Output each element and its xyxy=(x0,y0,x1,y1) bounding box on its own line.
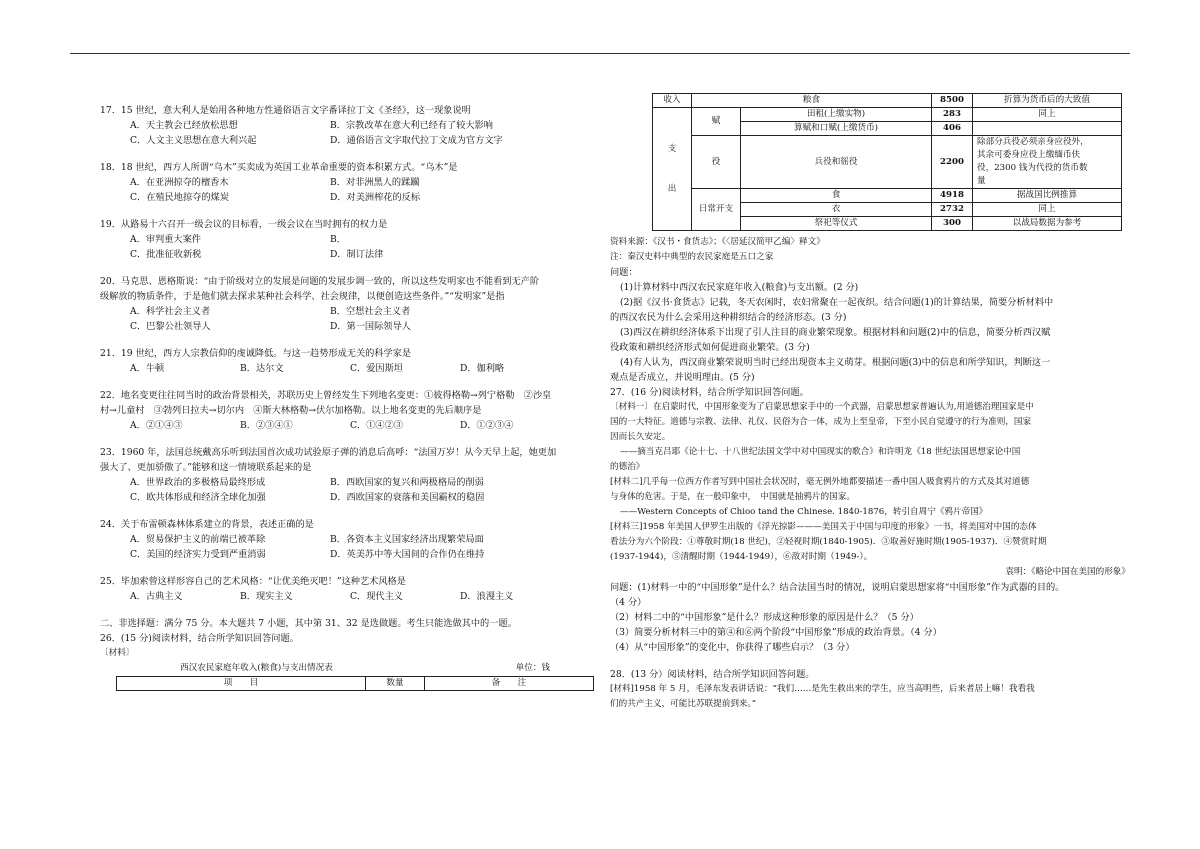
material-1: 〔材料一〕在启蒙时代，中国形象变为了启蒙思想家手中的一个武器，启蒙思想家普遍认为,用道德治理国家是中 xyxy=(610,402,1034,412)
cell-cloth: 衣 xyxy=(741,203,932,217)
cell-tianzu-note: 同上 xyxy=(973,108,1122,122)
option-b: B．达尔文 xyxy=(240,363,284,374)
option-a: A．贸易保护主义的前端已被革除 xyxy=(130,534,266,545)
header-rule xyxy=(70,53,1130,54)
q26-part3-cont: 役政策和耕织经济形式如何促进商业繁荣。(3 分) xyxy=(610,342,810,353)
cell-bingyi: 兵役和徭役 xyxy=(741,136,932,189)
cell-grain-qty: 8500 xyxy=(932,94,973,108)
cell-chu: 出 xyxy=(667,184,677,194)
question-stem: 19．从路易十六召开一级会议的目标看，一级会议在当时拥有的权力是 xyxy=(100,219,388,230)
cell-tianzu: 田租(上缴实物) xyxy=(741,108,932,122)
left-column xyxy=(100,103,590,691)
income-expense-table xyxy=(652,93,1122,231)
cell-yi: 役 xyxy=(692,136,741,189)
material-1-end: 因而长久安定。 xyxy=(610,432,671,442)
option-b: B．②③④① xyxy=(240,420,293,431)
q27-part4: （4）从“中国形象”的变化中，你获得了哪些启示？（3 分） xyxy=(610,642,855,653)
right-column xyxy=(610,93,1130,712)
q26-part2: (2)据《汉书·食货志》记载，冬天农闲时，农妇常聚在一起夜织。结合问题(1)的计算结果，简要分析材料中 xyxy=(620,297,1054,308)
question-19 xyxy=(100,217,590,262)
cell-ritual-note: 以战局数据为参考 xyxy=(973,217,1122,231)
option-a: A．古典主义 xyxy=(130,591,183,602)
option-a: A．天主教会已经放松思想 xyxy=(130,120,238,131)
option-b: B．空想社会主义者 xyxy=(330,306,411,317)
question-23 xyxy=(100,445,590,505)
option-c: C．巴黎公社领导人 xyxy=(130,321,211,332)
cell-bingyi-note-2: 其余可委身应役上缴缅币伕 xyxy=(977,150,1081,160)
income-table-header xyxy=(116,676,594,691)
option-d: D．制订法律 xyxy=(330,249,384,260)
cell-ritual-qty: 300 xyxy=(932,217,973,231)
option-d: D．第一国际领导人 xyxy=(330,321,411,332)
question-stem: 24．关于布雷顿森林体系建立的背景，表述正确的是 xyxy=(100,519,314,530)
question-20 xyxy=(100,274,590,334)
option-a: A．审判重大案件 xyxy=(130,234,201,245)
option-b: B．各资本主义国家经济出现繁荣局面 xyxy=(330,534,484,545)
section-heading: 二、非选择题：满分 75 分。本大题共 7 小题，其中第 31、32 是选做题。考生只能选做其中的一题。 xyxy=(100,618,517,629)
question-21 xyxy=(100,346,590,376)
material-2-cont: 与身体的危害。于是，在一般印象中， 中国就是抽鸦片的国家。 xyxy=(610,492,855,502)
option-c: C．美国的经济实力受到严重消弱 xyxy=(130,549,266,560)
q26-part3: (3)西汉在耕织经济体系下出现了引人注目的商业繁荣现象。根据材料和问题(2)中的信息，简要分析西汉赋 xyxy=(620,327,1051,338)
cell-income: 收入 xyxy=(653,94,692,108)
question-27-stem: 27．(16 分)阅读材料，结合所学知识回答问题。 xyxy=(610,387,809,398)
cell-ritual: 祭祀等仪式 xyxy=(741,217,932,231)
question-stem-cont: 级解放的物质条件，于是他们就去探求某种社会科学、社会规律，以便创造这些条件。”“发明家”是指 xyxy=(100,291,505,302)
material-3-source: 袁明：《略论中国在美国的形象》 xyxy=(1005,567,1130,577)
material-28: [材料]1958 年 5 月，毛泽东发表讲话说：“我们……是先生救出来的学生，应当高明些，后来者居上嘛！我看我 xyxy=(610,684,1035,694)
q27-part1-cont: （4 分） xyxy=(610,597,647,608)
question-stem-cont: 强大了、更加骄傲了。”能够和这一情境联系起来的是 xyxy=(100,462,312,473)
option-b: B．现实主义 xyxy=(240,591,293,602)
question-26-stem: 26．(15 分)阅读材料，结合所学知识回答问题。 xyxy=(100,633,299,644)
table-note: 注：秦汉史料中典型的农民家庭是五口之家 xyxy=(610,252,774,262)
option-c: C．爱因斯坦 xyxy=(350,363,403,374)
table-title: 西汉农民家庭年收入(粮食)与支出情况表 xyxy=(180,663,333,673)
question-17 xyxy=(100,103,590,148)
q26-part4: (4)有人认为，西汉商业繁荣说明当时已经出现资本主义萌芽。根据问题(3)中的信息和所学知识，判断这一 xyxy=(620,357,1051,368)
option-a: A．科学社会主义者 xyxy=(130,306,211,317)
q27-part3: （3）简要分析材料三中的第④和⑥两个阶段“中国形象”形成的政治背景。（4 分） xyxy=(610,627,942,638)
cell-suanfu: 算赋和口赋(上缴货币) xyxy=(741,122,932,136)
option-b: B．宗教改革在意大利已经有了较大影响 xyxy=(330,120,493,131)
th-item: 项 目 xyxy=(117,677,366,691)
cell-food-qty: 4918 xyxy=(932,189,973,203)
cell-bingyi-note-1: 除部分兵役必须亲身应役外， xyxy=(977,137,1089,147)
option-c: C．批准征收新税 xyxy=(130,249,202,260)
th-qty: 数量 xyxy=(366,677,425,691)
cell-zhi: 支 xyxy=(667,144,677,154)
cell-food: 食 xyxy=(741,189,932,203)
question-18 xyxy=(100,160,590,205)
option-a: A．牛顿 xyxy=(130,363,165,374)
question-stem: 23．1960 年，法国总统戴高乐听到法国首次成功试验原子弹的消息后高呼：“法国万岁！从今天早上起，她更加 xyxy=(100,447,557,458)
th-note: 备 注 xyxy=(425,677,594,691)
material-label: 〔材料〕 xyxy=(100,648,135,658)
cell-bingyi-qty: 2200 xyxy=(932,136,973,189)
option-c: C．①④②③ xyxy=(350,420,403,431)
question-22 xyxy=(100,388,590,433)
cell-food-note: 据战国比例推算 xyxy=(973,189,1122,203)
option-a: A．②①④③ xyxy=(130,420,183,431)
question-stem: 17．15 世纪，意大利人是始用各种地方性通俗语言文字番译拉丁文《圣经》，这一现象说明 xyxy=(100,105,471,116)
option-c: C．在殖民地掠夺的煤炭 xyxy=(130,192,229,203)
material-1-source-cont: 的德治》 xyxy=(610,462,645,472)
question-stem: 25．毕加索曾这样形容自己的艺术风格：“让优美绝灭吧！”这种艺术风格是 xyxy=(100,576,406,587)
material-3: [材料三]1958 年美国人伊罗生出版的《浮光掠影———美国关于中国与印度的形象》一书，将美国对中国的态体 xyxy=(610,522,1037,532)
cell-daily: 日常开支 xyxy=(692,189,741,231)
material-3-cont: 看法分为六个阶段：①尊敬时期(18 世纪)，②轻视时期(1840-1905)．③取善好施时期(1905-1937)．④赞赏时期 xyxy=(610,537,1047,547)
q27-part1: 问题：(1)材料一中的“中国形象”是什么？结合法国当时的情况，说明启蒙思想家将“中国形象”作为武器的目的。 xyxy=(610,582,1065,593)
cell-bingyi-note-3: 役，2300 钱为代役的货币数 xyxy=(977,163,1088,173)
q26-part2-cont: 的西汉农民为什么会采用这种耕织结合的经济形态。(3 分) xyxy=(610,312,847,323)
q26-part4-cont: 观点是否成立，并说明理由。(5 分) xyxy=(610,372,755,383)
q27-part2: （2）材料二中的“中国形象”是什么？形成这种形象的原因是什么？（5 分） xyxy=(610,612,919,623)
cell-fu: 赋 xyxy=(692,108,741,136)
material-1-cont: 国的一大特征。道德与宗教、法律、礼仪、民俗为合一体，成为上至皇帝，下至小民自觉遵守的行为准则，国家 xyxy=(610,417,1032,427)
cell-grain-note: 折算为货币后的大致值 xyxy=(973,94,1122,108)
option-d: D．通俗语言文字取代拉丁文成为官方文字 xyxy=(330,135,503,146)
source-note: 资料来源：《汉书・食货志》；《〈居延汉简甲乙编〉释文》 xyxy=(610,237,825,247)
question-stem-cont: 村→儿童村 ③勃列日拉夫→切尔内 ④斯大林格勒→伏尔加格勒。以上地名变更的先后顺序是 xyxy=(100,405,482,416)
option-c: C．人文主义思想在意大利兴起 xyxy=(130,135,257,146)
cell-tianzu-qty: 283 xyxy=(932,108,973,122)
question-stem: 21．19 世纪，西方人宗教信仰的虔诚降低。与这一趋势形成无关的科学家是 xyxy=(100,348,412,359)
material-2-source: ——Western Concepts of Chioo tand the Chinese. 1840-1876，转引自周宁《鸦片帝国》 xyxy=(620,507,988,517)
option-b: B．西欧国家的复兴和两极格局的削弱 xyxy=(330,477,484,488)
option-d: D．西欧国家的衰落和美国霸权的稳固 xyxy=(330,492,485,503)
cell-suanfu-qty: 406 xyxy=(932,122,973,136)
cell-cloth-qty: 2732 xyxy=(932,203,973,217)
material-1-source: ——摘当克吕耶《论十七、十八世纪法国文学中对中国现实的歌合》和许明龙《18 世纪法国思想家论中国 xyxy=(620,447,1021,457)
option-c: C．欧共体形成和经济全球化加强 xyxy=(130,492,266,503)
option-b: B． xyxy=(330,234,346,245)
cell-cloth-note: 同上 xyxy=(973,203,1122,217)
question-25 xyxy=(100,574,590,604)
option-d: D．英美苏中等大国间的合作仍在维持 xyxy=(330,549,485,560)
q26-part1: (1)计算材料中西汉农民家庭年收入(粮食)与支出额。(2 分) xyxy=(620,282,859,293)
questions-label: 问题： xyxy=(610,267,638,278)
question-28-stem: 28．(13 分）阅读材料，结合所学知识回答问题。 xyxy=(610,669,815,680)
material-3-end: (1937-1944)，⑤清醒时期（1944-1949），⑥敌对时期（1949-）。 xyxy=(610,552,873,562)
option-d: D．①②③④ xyxy=(460,420,514,431)
question-stem: 18．18 世纪，西方人所谓“乌木”买卖成为英国工业革命重要的资本积累方式。“乌木”是 xyxy=(100,162,458,173)
table-unit: 单位：钱 xyxy=(515,663,550,673)
option-d: D．浪漫主义 xyxy=(460,591,514,602)
option-a: A．在亚洲掠夺的檀香木 xyxy=(130,177,229,188)
option-d: D．伽利略 xyxy=(460,363,505,374)
option-d: D．对美洲榨花的反标 xyxy=(330,192,421,203)
cell-grain: 粮食 xyxy=(692,94,932,108)
option-c: C．现代主义 xyxy=(350,591,403,602)
question-stem: 22．地名变更往往同当时的政治背景相关，苏联历史上曾经发生下列地名变更：①彼得格勒→列宁格勒 ②沙皇 xyxy=(100,390,552,401)
question-stem: 20．马克思、恩格斯说：“由于阶级对立的发展是问题的发展步调一致的，所以这些发明家也不能看到无产阶 xyxy=(100,276,540,287)
option-b: B．对非洲黑人的蹂躏 xyxy=(330,177,420,188)
material-2: [材料二]几乎每一位西方作者写到中国社会状况时，毫无例外地都要描述一番中国人吸食鸦片的方式及其对道德 xyxy=(610,477,1030,487)
cell-bingyi-note-4: 量 xyxy=(977,176,986,186)
question-24 xyxy=(100,517,590,562)
material-28-cont: 们的共产主义，可能比苏联提前到来。” xyxy=(610,699,757,709)
option-a: A．世界政治的多极格局最终形成 xyxy=(130,477,266,488)
